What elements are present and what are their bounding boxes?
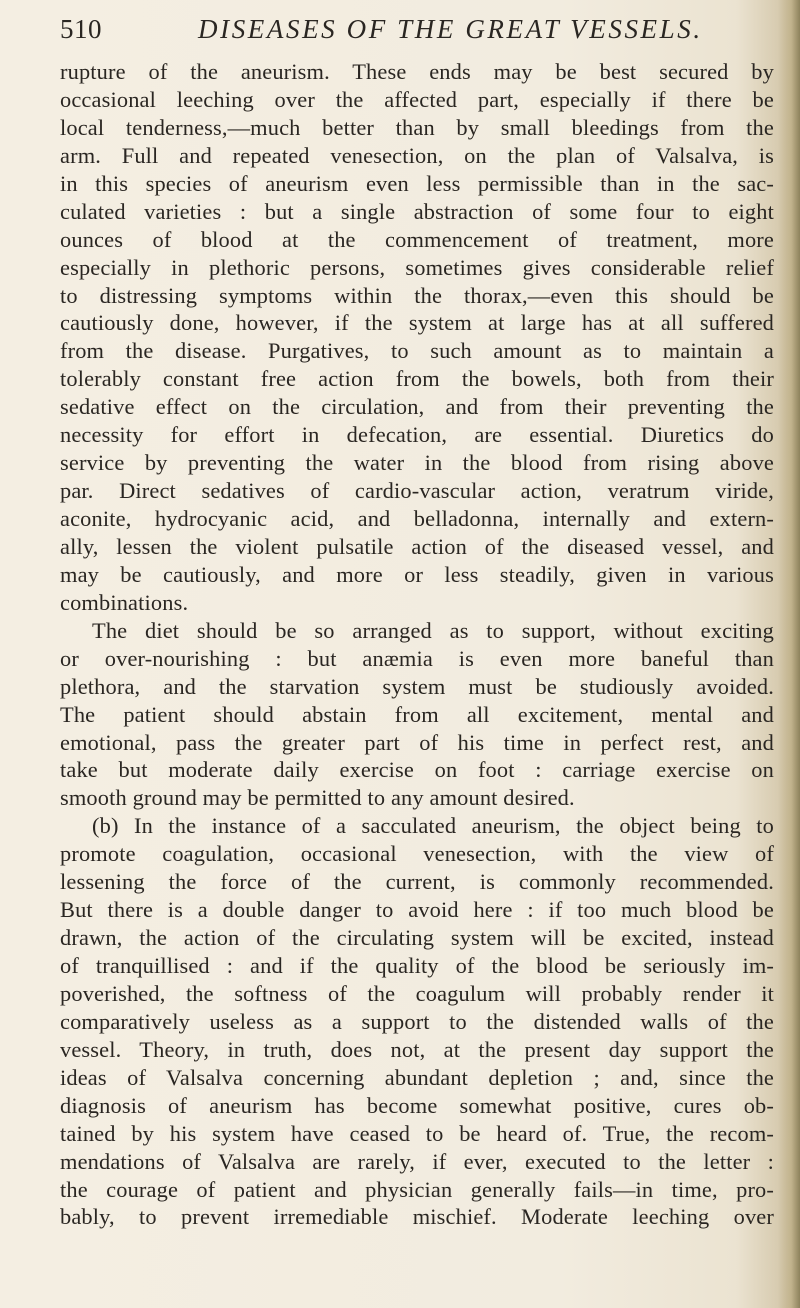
text-line: of tranquillised : and if the quality of the blood be seriously im-: [60, 953, 774, 978]
page-number: 510: [60, 14, 102, 44]
text-line: rupture of the aneurism. These ends may be best secured by: [60, 59, 774, 84]
text-line: promote coagulation, occasional venesection, with the view of: [60, 841, 774, 867]
text-line: service by preventing the water in the blood from rising above: [60, 450, 774, 476]
text-line: comparatively useless as a support to the distended walls of the: [60, 1008, 774, 1034]
text-line: sedative effect on the circulation, and from their preventing the: [60, 394, 774, 420]
text-line: lessening the force of the current, is commonly recommended.: [60, 869, 774, 895]
text-line: or over-nourishing : but anæmia is even more baneful than: [60, 645, 774, 671]
text-line: ally, lessen the violent pulsatile action of the diseased vessel, and: [60, 533, 774, 559]
text-line: diagnosis of aneurism has become somewhat positive, cures ob-: [60, 1092, 774, 1118]
text-line: ounces of blood at the commencement of treatment, more: [60, 226, 774, 252]
paragraph-start-line: (b) In the instance of a sacculated aneurism, the object being to: [92, 813, 774, 839]
text-line: from the disease. Purgatives, to such amount as to maintain a: [60, 338, 774, 364]
page-header: [60, 14, 780, 54]
text-line: par. Direct sedatives of cardio-vascular action, veratrum viride,: [60, 478, 774, 504]
running-title: DISEASES OF THE GREAT VESSELS.: [198, 14, 703, 44]
text-line: vessel. Theory, in truth, does not, at the present day support the: [60, 1036, 774, 1062]
text-line: occasional leeching over the affected part, especially if there be: [60, 86, 774, 112]
text-line: poverished, the softness of the coagulum will probably render it: [60, 980, 774, 1006]
text-line: ideas of Valsalva concerning abundant depletion ; and, since the: [60, 1064, 774, 1090]
text-line: mendations of Valsalva are rarely, if ever, executed to the letter :: [60, 1148, 774, 1174]
paragraph-start-line: The diet should be so arranged as to support, without exciting: [92, 617, 774, 643]
text-line: local tenderness,—much better than by small bleedings from the: [60, 114, 774, 140]
text-line: tained by his system have ceased to be heard of. True, the recom-: [60, 1120, 774, 1146]
text-line: plethora, and the starvation system must be studiously avoided.: [60, 673, 774, 699]
text-line: The patient should abstain from all excitement, mental and: [60, 701, 774, 727]
text-line: to distressing symptoms within the thorax,—even this should be: [60, 282, 774, 308]
text-line: bably, to prevent irremediable mischief. Moderate leeching over: [60, 1204, 774, 1230]
text-line: may be cautiously, and more or less steadily, given in various: [60, 561, 774, 587]
text-line: especially in plethoric persons, sometimes gives considerable relief: [60, 254, 774, 280]
text-line: drawn, the action of the circulating system will be excited, instead: [60, 925, 774, 951]
body-text: [60, 58, 774, 1231]
text-line: tolerably constant free action from the bowels, both from their: [60, 366, 774, 392]
text-line: the courage of patient and physician generally fails—in time, pro-: [60, 1176, 774, 1202]
text-line: emotional, pass the greater part of his time in perfect rest, and: [60, 729, 774, 755]
text-line: culated varieties : but a single abstraction of some four to eight: [60, 198, 774, 224]
text-line: cautiously done, however, if the system at large has at all suffered: [60, 310, 774, 336]
text-line: in this species of aneurism even less permissible than in the sac-: [60, 170, 774, 196]
text-line: necessity for effort in defecation, are essential. Diuretics do: [60, 422, 774, 448]
text-line: take but moderate daily exercise on foot : carriage exercise on: [60, 757, 774, 783]
text-line: But there is a double danger to avoid here : if too much blood be: [60, 897, 774, 923]
paragraph-end-line: smooth ground may be permitted to any amount desired.: [60, 785, 575, 811]
text-line: aconite, hydrocyanic acid, and belladonna, internally and extern-: [60, 506, 774, 531]
text-line: arm. Full and repeated venesection, on the plan of Valsalva, is: [60, 142, 774, 168]
paragraph-end-line: combinations.: [60, 589, 189, 615]
page-edge-shadow: [778, 0, 800, 1308]
